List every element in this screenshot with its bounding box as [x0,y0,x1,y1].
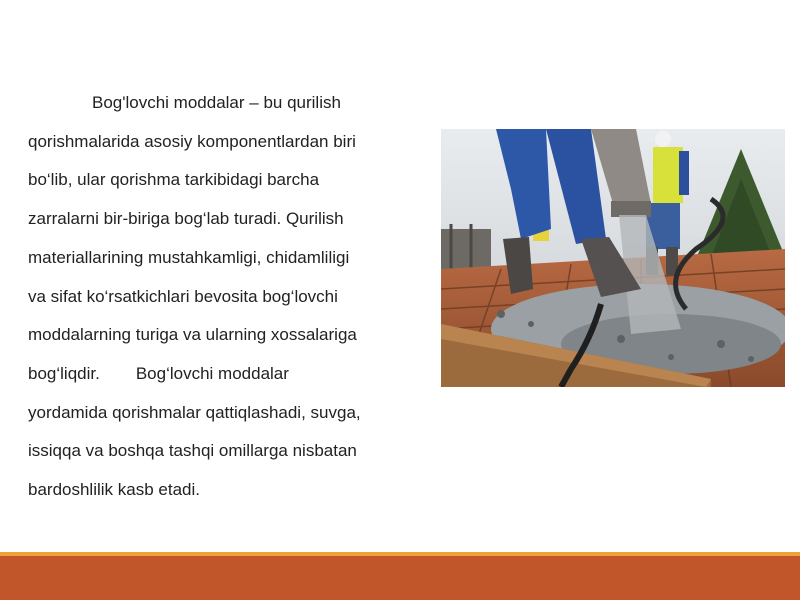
text-line-7: moddalarning turiga va ularning xossalariga [28,325,357,345]
text-line-8 [28,355,418,394]
body-paragraph [28,84,418,510]
text-line [28,84,418,123]
concrete-pouring-photo [441,129,785,387]
text-line-1: Bog'lovchi moddalar – bu qurilish [92,93,341,112]
text-line-4: zarralarni bir-biriga bog‘lab turadi. Qurilish [28,209,344,229]
text-line-8a: bog‘liqdir. [28,363,100,383]
text-line-11: bardoshlilik kasb etadi. [28,480,200,500]
text-line-6: va sifat ko‘rsatkichlari bevosita bog‘lovchi [28,286,338,306]
text-line-8b: Bog‘lovchi moddalar [135,363,289,383]
footer-band [0,556,800,600]
text-line-5: materiallarining mustahkamligi, chidamliligi [28,247,350,267]
text-line-3: bo‘lib, ular qorishma tarkibidagi barcha [28,170,320,190]
text-line-2: qorishmalarida asosiy komponentlardan biri [28,131,356,151]
text-line-10: issiqqa va boshqa tashqi omillarga nisbatan [28,441,357,461]
text-line-9: yordamida qorishmalar qattiqlashadi, suvga, [28,402,361,422]
